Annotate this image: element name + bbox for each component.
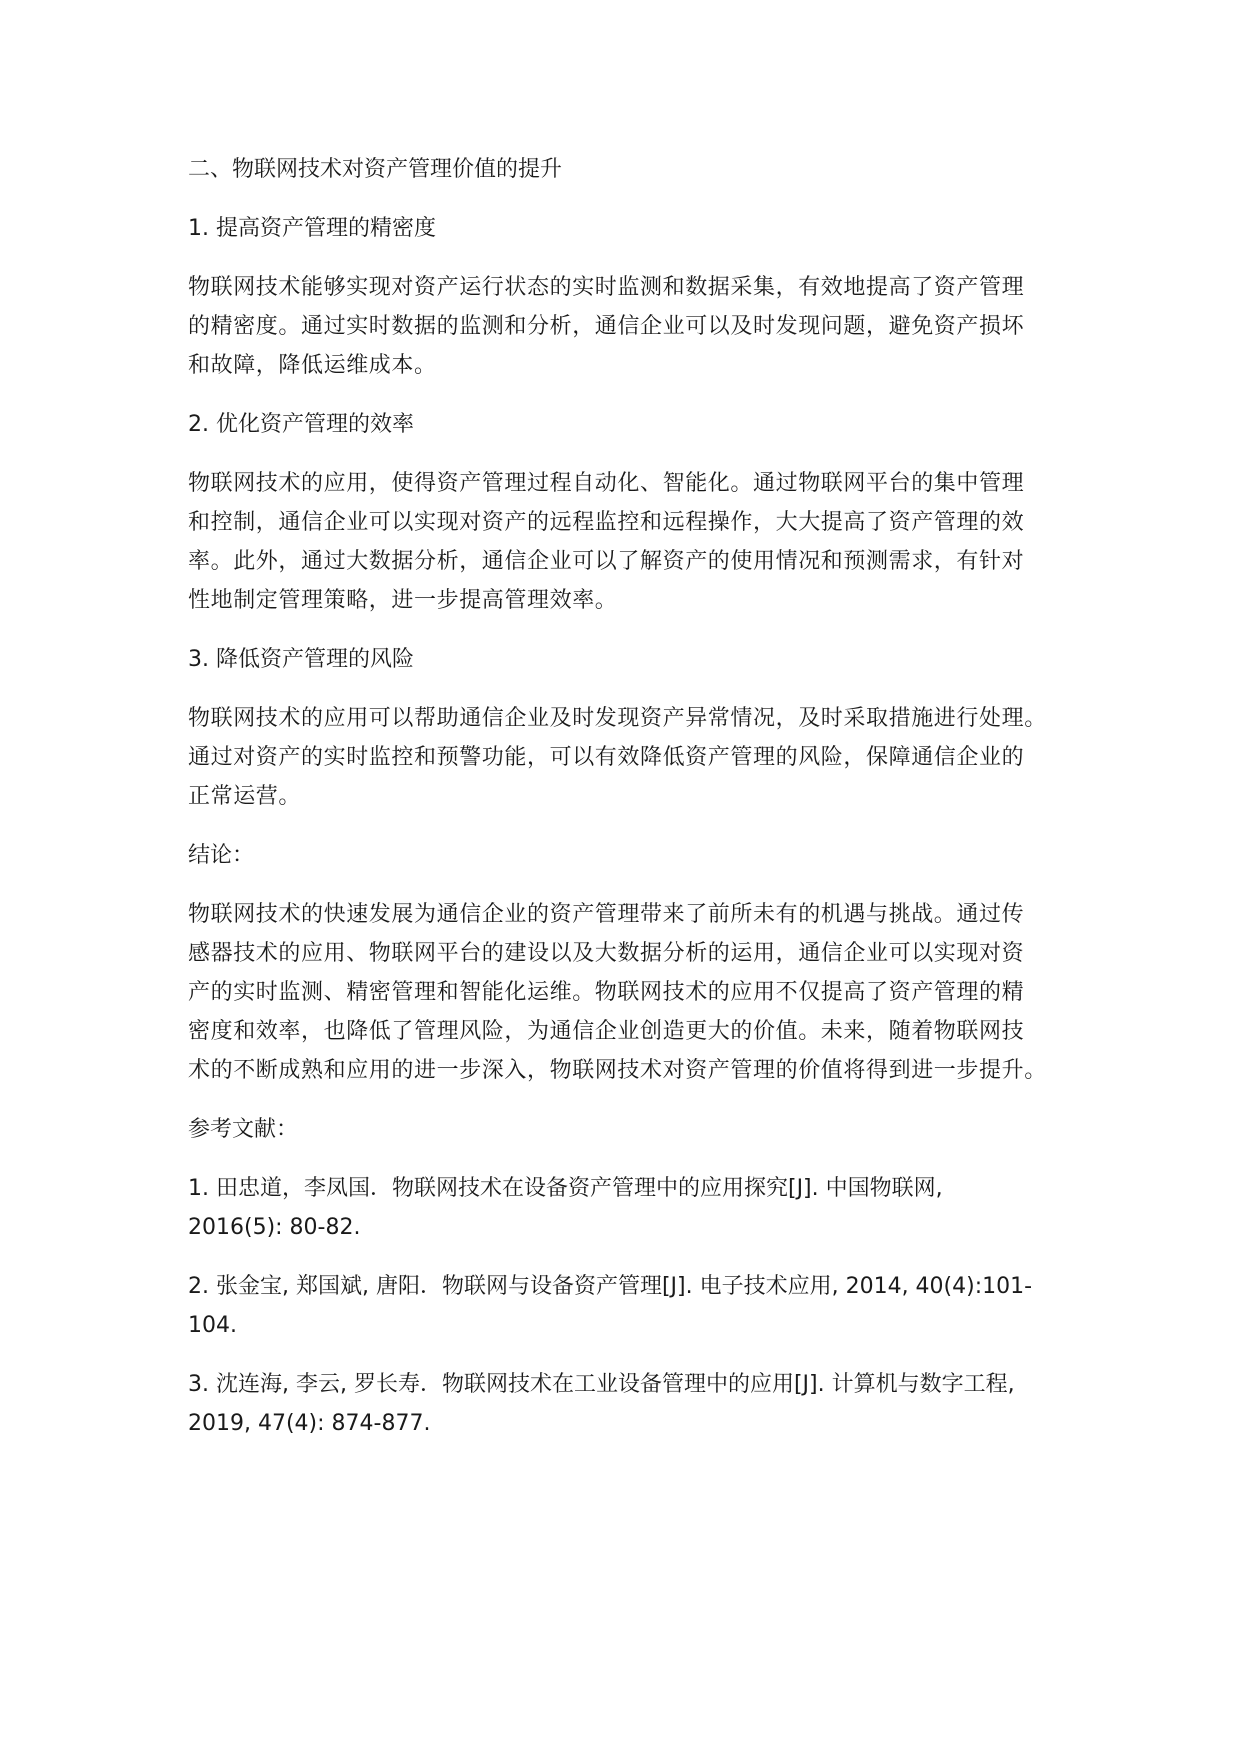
subsection-2-paragraph: [188, 464, 1066, 620]
paragraph-line: 物联网技术的快速发展为通信企业的资产管理带来了前所未有的机遇与挑战。通过传: [188, 902, 1025, 927]
references-heading-text: 参考文献：: [188, 1117, 299, 1142]
references-heading: [188, 1110, 1066, 1149]
reference-line: 2016(5): 80-82.: [188, 1215, 361, 1240]
paragraph-line: 产的实时监测、精密管理和智能化运维。物联网技术的应用不仅提高了资产管理的精: [188, 980, 1025, 1005]
paragraph-line: 物联网技术能够实现对资产运行状态的实时监测和数据采集，有效地提高了资产管理: [188, 275, 1025, 300]
paragraph-line: 感器技术的应用、物联网平台的建设以及大数据分析的运用，通信企业可以实现对资: [188, 941, 1025, 966]
subsection-1-paragraph: [188, 268, 1066, 385]
subsection-3-heading: [188, 640, 1066, 679]
reference-line: 1. 田忠道，李凤国．物联网技术在设备资产管理中的应用探究[J]. 中国物联网,: [188, 1176, 943, 1201]
subsection-heading: 2. 优化资产管理的效率: [188, 412, 414, 437]
reference-line: 2. 张金宝, 郑国斌, 唐阳．物联网与设备资产管理[J]. 电子技术应用, 2014, 40(4):101-: [188, 1274, 1033, 1299]
paragraph-line: 正常运营。: [188, 784, 302, 809]
subsection-2-heading: [188, 405, 1066, 444]
section-title-text: 二、物联网技术对资产管理价值的提升: [188, 157, 563, 182]
paragraph-line: 密度和效率，也降低了管理风险，为通信企业创造更大的价值。未来，随着物联网技: [188, 1019, 1025, 1044]
paragraph-line: 性地制定管理策略，进一步提高管理效率。: [188, 588, 618, 613]
paragraph-line: 率。此外，通过大数据分析，通信企业可以了解资产的使用情况和预测需求，有针对: [188, 549, 1025, 574]
conclusion-paragraph: [188, 895, 1066, 1090]
section-title: [188, 150, 1066, 189]
conclusion-heading-text: 结论：: [188, 843, 255, 868]
reference-item: [188, 1365, 1066, 1443]
subsection-heading: 3. 降低资产管理的风险: [188, 647, 414, 672]
subsection-1-heading: [188, 209, 1066, 248]
paragraph-line: 物联网技术的应用，使得资产管理过程自动化、智能化。通过物联网平台的集中管理: [188, 471, 1025, 496]
reference-line: 2019, 47(4): 874-877.: [188, 1411, 431, 1436]
references-list: [188, 1169, 1066, 1443]
paragraph-line: 术的不断成熟和应用的进一步深入，物联网技术对资产管理的价值将得到进一步提升。: [188, 1058, 1047, 1083]
paragraph-line: 和故障，降低运维成本。: [188, 353, 437, 378]
reference-item: [188, 1169, 1066, 1247]
paragraph-line: 物联网技术的应用可以帮助通信企业及时发现资产异常情况，及时采取措施进行处理。: [188, 706, 1047, 731]
paragraph-line: 通过对资产的实时监控和预警功能，可以有效降低资产管理的风险，保障通信企业的: [188, 745, 1025, 770]
reference-item: [188, 1267, 1066, 1345]
paragraph-line: 和控制，通信企业可以实现对资产的远程监控和远程操作，大大提高了资产管理的效: [188, 510, 1025, 535]
reference-line: 3. 沈连海, 李云, 罗长寿．物联网技术在工业设备管理中的应用[J]. 计算机与数字工程,: [188, 1372, 1015, 1397]
subsection-heading: 1. 提高资产管理的精密度: [188, 216, 436, 241]
paragraph-line: 的精密度。通过实时数据的监测和分析，通信企业可以及时发现问题，避免资产损坏: [188, 314, 1025, 339]
conclusion-heading: [188, 836, 1066, 875]
reference-line: 104.: [188, 1313, 237, 1338]
document-page: [188, 150, 1066, 1463]
subsection-3-paragraph: [188, 699, 1066, 816]
